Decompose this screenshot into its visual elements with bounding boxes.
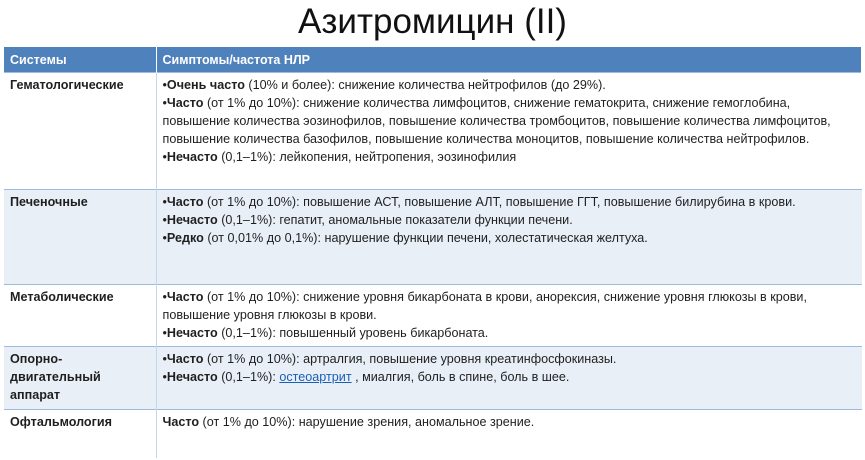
symptom-line xyxy=(163,229,856,247)
symptom-line xyxy=(163,350,856,368)
bullet: • xyxy=(162,78,167,92)
bullet: • xyxy=(162,96,167,110)
system-cell: Гематологические xyxy=(4,73,156,190)
symptom-text: (0,1–1%): гепатит, аномальные показатели функции печени. xyxy=(217,213,573,227)
symptoms-cell xyxy=(156,190,862,285)
table-row xyxy=(4,285,862,347)
symptom-text: (от 1% до 10%): снижение количества лимфоцитов, снижение гематокрита, снижение гемоглобина, повышение количества эозинофилов, повышение количества тромбоцитов, повышение количества лимфоцитов, повышение количества базофилов, повышение количества моноцитов, повышение количества нейтрофилов. xyxy=(162,96,831,146)
table-row xyxy=(4,190,862,285)
symptom-line xyxy=(163,288,856,324)
system-cell: Офтальмология xyxy=(4,410,156,458)
system-cell: Опорно-двигательный аппарат xyxy=(4,347,156,410)
header-symptoms: Симптомы/частота НЛР xyxy=(156,47,862,73)
symptom-line xyxy=(163,368,856,386)
symptoms-cell xyxy=(156,410,862,458)
frequency-label: Нечасто xyxy=(166,370,218,384)
symptom-line xyxy=(163,324,856,342)
table-row xyxy=(4,410,862,458)
bullet: • xyxy=(162,352,167,366)
frequency-label: Часто xyxy=(166,352,204,366)
table-row xyxy=(4,73,862,190)
symptom-text: (от 1% до 10%): снижение уровня бикарбоната в крови, анорексия, снижение уровня глюкозы в крови, повышение уровня глюкозы в крови. xyxy=(162,290,807,322)
frequency-label: Часто xyxy=(166,290,204,304)
symptom-text: (0,1–1%): xyxy=(217,370,280,384)
symptom-text: (от 1% до 10%): повышение АСТ, повышение АЛТ, повышение ГГТ, повышение билирубина в крови. xyxy=(203,195,796,209)
symptoms-cell xyxy=(156,73,862,190)
symptom-text: (0,1–1%): лейкопения, нейтропения, эозинофилия xyxy=(217,150,517,164)
frequency-label: Нечасто xyxy=(166,326,218,340)
symptom-line xyxy=(163,413,856,431)
table-header-row xyxy=(4,47,862,73)
symptom-line xyxy=(163,94,856,148)
osteoarthritis-link[interactable]: остеоартрит xyxy=(279,370,352,384)
symptom-line xyxy=(163,148,856,166)
symptoms-cell xyxy=(156,347,862,410)
page-title: Азитромицин (II) xyxy=(298,2,567,41)
bullet: • xyxy=(162,290,167,304)
symptom-line xyxy=(163,211,856,229)
symptom-text: (0,1–1%): повышенный уровень бикарбоната. xyxy=(217,326,489,340)
symptoms-cell xyxy=(156,285,862,347)
bullet: • xyxy=(162,231,167,245)
system-cell: Метаболические xyxy=(4,285,156,347)
bullet: • xyxy=(162,370,167,384)
frequency-label: Очень часто xyxy=(166,78,245,92)
frequency-label: Нечасто xyxy=(166,150,218,164)
bullet: • xyxy=(162,326,167,340)
symptom-text: (от 1% до 10%): нарушение зрения, аномальное зрение. xyxy=(199,415,535,429)
symptom-text: (от 1% до 10%): артралгия, повышение уровня креатинфосфокиназы. xyxy=(203,352,617,366)
table-row xyxy=(4,347,862,410)
symptom-text-after: , миалгия, боль в спине, боль в шее. xyxy=(351,370,570,384)
adverse-reactions-table xyxy=(4,47,862,458)
system-cell: Печеночные xyxy=(4,190,156,285)
bullet: • xyxy=(162,150,167,164)
symptom-text: (10% и более): снижение количества нейтрофилов (до 29%). xyxy=(244,78,606,92)
frequency-label: Нечасто xyxy=(166,213,218,227)
symptom-text: (от 0,01% до 0,1%): нарушение функции печени, холестатическая желтуха. xyxy=(203,231,648,245)
frequency-label: Часто xyxy=(162,415,200,429)
frequency-label: Часто xyxy=(166,195,204,209)
header-systems: Системы xyxy=(4,47,156,73)
symptom-line xyxy=(163,193,856,211)
bullet: • xyxy=(162,213,167,227)
symptom-line xyxy=(163,76,856,94)
bullet: • xyxy=(162,195,167,209)
frequency-label: Редко xyxy=(166,231,204,245)
frequency-label: Часто xyxy=(166,96,204,110)
